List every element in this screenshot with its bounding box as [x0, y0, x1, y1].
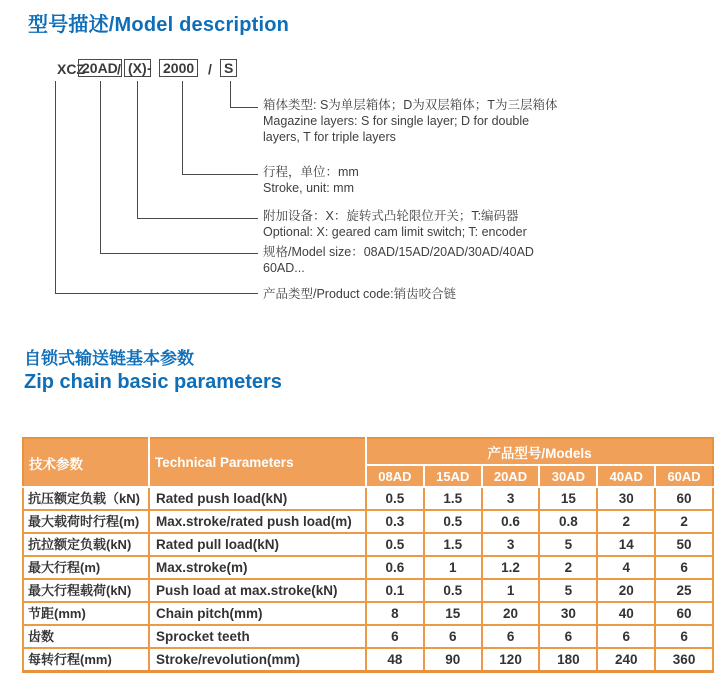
- param-value: 3: [482, 533, 540, 556]
- param-value: 90: [424, 648, 482, 671]
- param-value: 0.3: [366, 510, 424, 533]
- callout-stroke: [263, 164, 359, 196]
- param-value: 4: [597, 556, 655, 579]
- param-value: 20: [482, 602, 540, 625]
- param-value: 40: [597, 602, 655, 625]
- callout-size-line1: 规格/Model size：08AD/15AD/20AD/30AD/40AD: [263, 245, 534, 259]
- param-value: 0.6: [482, 510, 540, 533]
- table-row: [23, 510, 713, 533]
- param-value: 1: [482, 579, 540, 602]
- param-value: 14: [597, 533, 655, 556]
- code-separator-1: /: [117, 61, 121, 77]
- code-stroke-box: 2000: [159, 59, 198, 77]
- param-value: 6: [655, 625, 713, 648]
- param-value: 120: [482, 648, 540, 671]
- param-value: 3: [482, 487, 540, 510]
- code-layer-box: S: [220, 59, 237, 77]
- param-value: 0.6: [366, 556, 424, 579]
- param-value: 6: [424, 625, 482, 648]
- model-code-diagram: [0, 0, 719, 330]
- param-value: 6: [655, 556, 713, 579]
- param-value: 0.5: [424, 579, 482, 602]
- connector-vline-optional: [137, 81, 138, 218]
- param-name-cn: 节距(mm): [23, 602, 149, 625]
- param-name-cn: 最大载荷时行程(m): [23, 510, 149, 533]
- header-model-40ad: 40AD: [597, 465, 655, 487]
- param-value: 48: [366, 648, 424, 671]
- callout-product-line1: 产品类型/Product code:销齿咬合链: [263, 287, 457, 301]
- param-value: 1: [424, 556, 482, 579]
- code-dash: -: [147, 60, 152, 76]
- param-value: 240: [597, 648, 655, 671]
- code-size-box: 20AD: [78, 59, 122, 77]
- param-name-cn: 齿数: [23, 625, 149, 648]
- param-value: 5: [539, 579, 597, 602]
- param-value: 8: [366, 602, 424, 625]
- param-value: 2: [655, 510, 713, 533]
- param-name-en: Sprocket teeth: [149, 625, 366, 648]
- param-value: 360: [655, 648, 713, 671]
- connector-vline-size: [100, 81, 101, 253]
- param-value: 1.5: [424, 487, 482, 510]
- param-value: 0.1: [366, 579, 424, 602]
- connector-hline-optional: [137, 218, 258, 219]
- header-technical-parameters-en: Technical Parameters: [149, 438, 366, 487]
- param-name-en: Max.stroke/rated push load(m): [149, 510, 366, 533]
- code-separator-2: /: [208, 61, 212, 77]
- param-value: 2: [539, 556, 597, 579]
- header-model-30ad: 30AD: [539, 465, 597, 487]
- param-name-en: Rated pull load(kN): [149, 533, 366, 556]
- parameters-title-en: Zip chain basic parameters: [24, 371, 282, 393]
- param-name-cn: 抗压额定负载（kN): [23, 487, 149, 510]
- param-value: 2: [597, 510, 655, 533]
- callout-layer: [263, 97, 557, 145]
- param-value: 1.2: [482, 556, 540, 579]
- param-value: 20: [597, 579, 655, 602]
- param-name-en: Push load at max.stroke(kN): [149, 579, 366, 602]
- table-row: [23, 533, 713, 556]
- param-value: 1.5: [424, 533, 482, 556]
- callout-layer-line1: 箱体类型: S为单层箱体；D为双层箱体；T为三层箱体: [263, 98, 558, 112]
- callout-size-line2: 60AD...: [263, 261, 305, 275]
- callout-size: [263, 244, 534, 276]
- param-value: 15: [539, 487, 597, 510]
- param-value: 25: [655, 579, 713, 602]
- param-value: 6: [482, 625, 540, 648]
- header-model-60ad: 60AD: [655, 465, 713, 487]
- param-name-cn: 抗拉额定负载(kN): [23, 533, 149, 556]
- code-optional-box: (X): [124, 59, 151, 77]
- callout-stroke-line2: Stroke, unit: mm: [263, 181, 354, 195]
- param-name-en: Stroke/revolution(mm): [149, 648, 366, 671]
- param-value: 30: [539, 602, 597, 625]
- callout-optional-line2: Optional: X: geared cam limit switch; T: encoder: [263, 225, 527, 239]
- param-value: 50: [655, 533, 713, 556]
- table-row: [23, 625, 713, 648]
- callout-product: [263, 286, 456, 302]
- param-value: 0.5: [366, 487, 424, 510]
- connector-hline-stroke: [182, 174, 258, 175]
- param-name-cn: 最大行程(m): [23, 556, 149, 579]
- param-value: 6: [539, 625, 597, 648]
- header-model-08ad: 08AD: [366, 465, 424, 487]
- callout-optional: [263, 208, 527, 240]
- param-value: 6: [366, 625, 424, 648]
- param-value: 15: [424, 602, 482, 625]
- table-row: [23, 487, 713, 510]
- param-name-cn: 每转行程(mm): [23, 648, 149, 671]
- table-row: [23, 556, 713, 579]
- parameters-title-cn: 自锁式输送链基本参数: [24, 349, 194, 368]
- param-value: 0.5: [366, 533, 424, 556]
- connector-vline-stroke: [182, 81, 183, 174]
- callout-layer-line3: layers, T for triple layers: [263, 130, 396, 144]
- table-row: [23, 579, 713, 602]
- header-model-20ad: 20AD: [482, 465, 540, 487]
- param-value: 180: [539, 648, 597, 671]
- param-name-en: Max.stroke(m): [149, 556, 366, 579]
- param-value: 30: [597, 487, 655, 510]
- connector-vline-layer: [230, 81, 231, 107]
- callout-stroke-line1: 行程，单位：mm: [263, 165, 359, 179]
- parameters-title: [24, 348, 282, 394]
- param-value: 0.8: [539, 510, 597, 533]
- header-technical-parameters-cn: 技术参数: [23, 438, 149, 487]
- table-row: [23, 648, 713, 671]
- connector-vline-prefix: [55, 81, 56, 293]
- param-name-en: Rated push load(kN): [149, 487, 366, 510]
- connector-hline-size: [100, 253, 258, 254]
- code-prefix: XCZ: [57, 61, 85, 77]
- param-name-en: Chain pitch(mm): [149, 602, 366, 625]
- callout-optional-line1: 附加设备：X：旋转式凸轮限位开关；T:编码器: [263, 209, 519, 223]
- param-value: 0.5: [424, 510, 482, 533]
- header-model-15ad: 15AD: [424, 465, 482, 487]
- param-value: 6: [597, 625, 655, 648]
- param-value: 60: [655, 487, 713, 510]
- connector-hline-layer: [230, 107, 258, 108]
- param-value: 60: [655, 602, 713, 625]
- header-models-group: 产品型号/Models: [366, 438, 713, 465]
- param-value: 5: [539, 533, 597, 556]
- table-row: [23, 602, 713, 625]
- callout-layer-line2: Magazine layers: S for single layer; D for double: [263, 114, 530, 128]
- connector-hline-prefix: [55, 293, 258, 294]
- param-name-cn: 最大行程载荷(kN): [23, 579, 149, 602]
- model-description-title: 型号描述/Model description: [28, 14, 290, 36]
- parameters-table: [22, 437, 714, 673]
